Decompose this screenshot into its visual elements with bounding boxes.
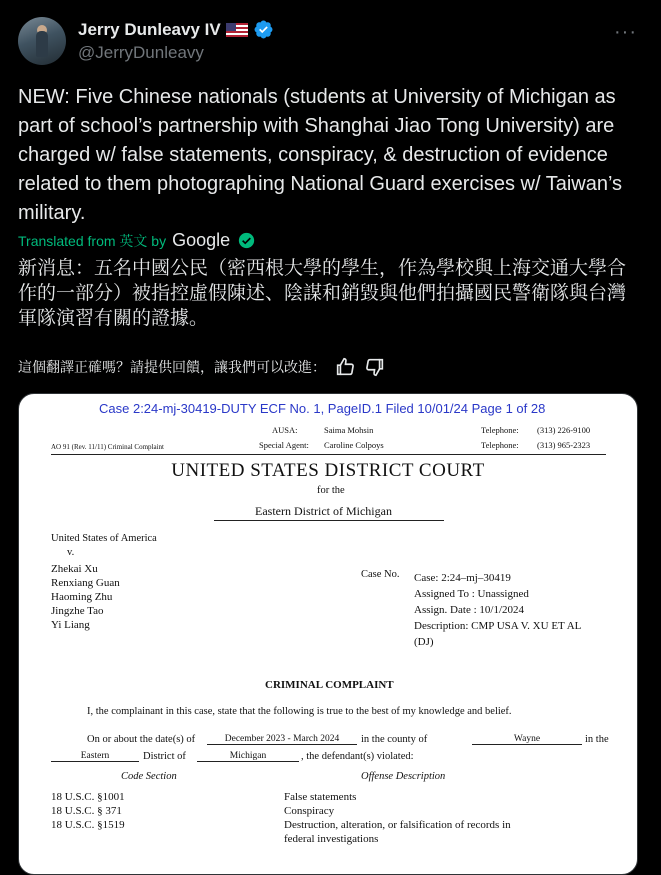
thumbs-down-icon[interactable] [364,356,386,378]
plaintiff: United States of America [51,533,157,544]
feedback-prompt: 這個翻譯正確嗎？請提供回饋，讓我們可以改進： [18,359,326,375]
in-the-label: in the [585,734,609,745]
case-line: Description: CMP USA V. XU ET AL [414,620,582,632]
code-section: 18 U.S.C. §1001 [51,791,125,803]
avatar[interactable] [18,17,66,65]
versus: v. [67,547,75,558]
code-section: 18 U.S.C. § 371 [51,805,122,817]
form-label: AO 91 (Rev. 11/11) Criminal Complaint [51,443,164,451]
us-flag-icon [226,23,248,37]
offense-description: False statements [284,791,357,803]
case-line: Assigned To : Unassigned [414,588,529,600]
offense-description-header: Offense Description [361,771,446,782]
code-section-header: Code Section [121,771,177,782]
user-name-row [78,19,274,40]
defendant: Yi Liang [51,619,90,631]
agent-name: Caroline Colpoys [324,440,384,450]
ausa-phone: (313) 226-9100 [537,425,591,435]
offense-description: Conspiracy [284,805,335,817]
case-line: Case: 2:24–mj–30419 [414,572,511,584]
ausa-label: AUSA: [272,425,298,435]
case-no-label: Case No. [361,569,400,580]
violated-label: , the defendant(s) violated: [301,751,414,762]
on-about-label: On or about the date(s) of [87,734,196,745]
for-the-label: for the [317,485,345,496]
court-title: UNITED STATES DISTRICT COURT [171,460,485,481]
tweet-text: NEW: Five Chinese nationals (students at University of Michigan as part of school’s partnership with Shanghai Jiao Tong University) are charged w/ false statements, conspiracy, & destruction of evidence related to them photographing National Guard exercises w/ Taiwan’s military. [18,86,623,224]
agent-phone-label: Telephone: [481,440,519,450]
district-heading: Eastern District of Michigan [255,504,392,518]
header-rule [51,454,606,455]
district-of-label: District of [143,751,186,762]
attached-document-image[interactable] [18,393,638,875]
state: Michigan [197,751,299,762]
verified-badge-icon [253,19,274,40]
offense-dates: December 2023 - March 2024 [207,734,357,745]
defendant: Jingzhe Tao [51,605,104,617]
translation-attribution [18,230,255,251]
defendant: Zhekai Xu [51,563,98,575]
defendant: Haoming Zhu [51,591,113,603]
translated-label: Translated from 英文 by [18,232,167,249]
translation-feedback [18,356,386,378]
district-rule [214,520,444,521]
county-label: in the county of [361,734,428,745]
complainant-statement: I, the complainant in this case, state that the following is true to the best of my knowledge and belief. [87,706,512,717]
check-circle-icon [238,232,255,249]
code-section: 18 U.S.C. §1519 [51,819,125,831]
agent-phone: (313) 965-2323 [537,440,591,450]
more-options-icon[interactable]: ··· [614,21,637,43]
complaint-title: CRIMINAL COMPLAINT [265,679,394,691]
user-name[interactable]: Jerry Dunleavy IV [78,19,221,39]
case-line: Assign. Date : 10/1/2024 [414,604,524,616]
case-line: (DJ) [414,636,434,648]
offense-description: federal investigations [284,833,379,845]
document-filing-header: Case 2:24-mj-30419-DUTY ECF No. 1, PageID.1 Filed 10/01/24 Page 1 of 28 [99,401,546,416]
offense-description: Destruction, alteration, or falsification of records in [284,819,511,831]
translated-text: 新消息：五名中國公民（密西根大學的學生，作為學校與上海交通大學合作的一部分）被指控虛假陳述、陰謀和銷毀與他們拍攝國民警衛隊與台灣軍隊演習有關的證據。 [18,258,627,329]
agent-label: Special Agent: [259,440,309,450]
avatar-figure [36,31,48,57]
ausa-name: Saima Mohsin [324,425,374,435]
ausa-phone-label: Telephone: [481,425,519,435]
court-document [19,394,637,874]
district-name: Eastern [51,751,139,762]
county: Wayne [472,734,582,745]
thumbs-up-icon[interactable] [334,356,356,378]
user-handle[interactable]: @JerryDunleavy [78,43,204,62]
google-logo: Google [172,230,231,250]
defendant: Renxiang Guan [51,577,120,589]
